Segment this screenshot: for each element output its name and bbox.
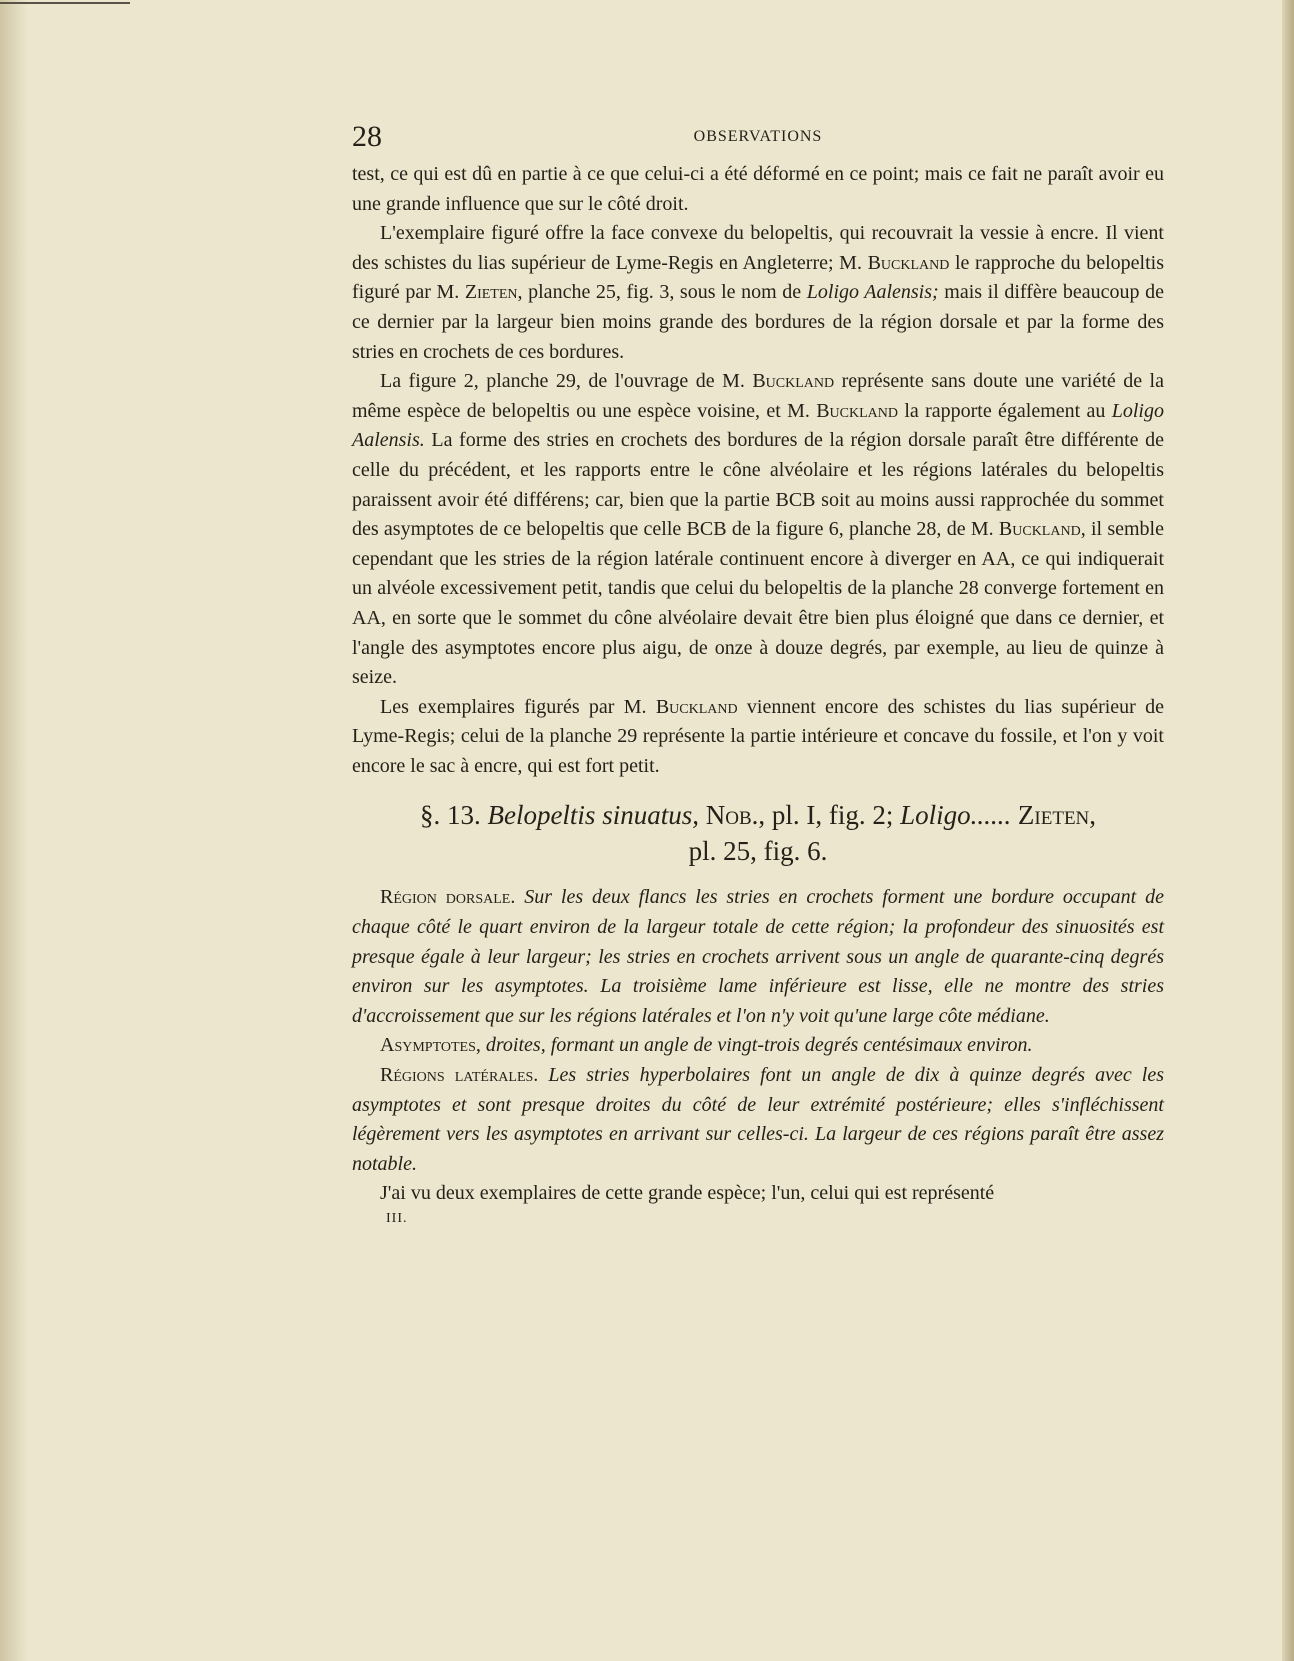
p3-text-b: représente sans doute une variété de la même espèce de belopeltis ou une espèce voisine, et M. bbox=[352, 370, 1164, 422]
paragraph-1-text: test, ce qui est dû en partie à ce que celui-ci a été déformé en ce point; mais ce fait ne paraît avoir eu une grande influence que sur le côté droit. bbox=[352, 163, 1164, 215]
lateral-regions-label: Régions latérales. bbox=[380, 1064, 539, 1087]
text-block bbox=[352, 120, 1164, 1229]
section-heading bbox=[352, 797, 1164, 869]
p3-text-a: La figure 2, planche 29, de l'ouvrage de M. bbox=[380, 370, 753, 393]
p4-text-b: viennent encore des schistes du lias supérieur de Lyme-Regis; celui de la planche 29 représente la partie intérieure et concave du fossile, et l'on y voit encore le sac à encre, qui est fort petit. bbox=[352, 695, 1165, 777]
section-ref-1: , pl. I, fig. 2; bbox=[758, 800, 901, 831]
signature-mark: III. bbox=[386, 1211, 408, 1226]
paragraph-1 bbox=[352, 160, 1164, 219]
section-number: §. 13. bbox=[419, 800, 481, 831]
author-name-buckland: Buckland bbox=[655, 695, 738, 718]
paragraph-2 bbox=[352, 219, 1164, 367]
p2-text-d: mais il diffère beaucoup de ce dernier par la largeur bien moins grande des bordures de la région dorsale et par la forme des stries en crochets de ces bordures. bbox=[352, 281, 1165, 363]
lateral-regions-text: Les stries hyperbolaires font un angle de dix à quinze degrés avec les asymptotes et sont presque droites du côté de leur extrémité postérieure; elles s'infléchissent légèrement vers les asymptotes en arrivant sur celles-ci. La largeur de ces régions paraît être assez notable. bbox=[352, 1064, 1165, 1175]
running-title: OBSERVATIONS bbox=[693, 128, 823, 145]
section-author-zieten: Zieten bbox=[1017, 800, 1090, 831]
section-synonym: Loligo...... bbox=[900, 800, 1012, 831]
page-edge-left bbox=[0, 0, 28, 1661]
p2-text-a: L'exemplaire figuré offre la face convexe du belopeltis, qui recouvrait la vessie à encre. Il vient des schistes du lias supérieur de Lyme-Regis en Angleterre; M. bbox=[352, 222, 1164, 274]
paragraph-3 bbox=[352, 367, 1164, 693]
author-name-buckland: Buckland bbox=[998, 518, 1081, 541]
p3-text-d: La forme des stries en crochets des bordures de la région dorsale paraît être différente de celle du précédent, et les rapports entre le cône alvéolaire et les régions latérales du belopeltis paraissent avoir été différens; car, bien que la partie BCB soit au moins aussi rapprochée du sommet des asymptotes de ce belopeltis que celle BCB de la figure 6, planche 28, de M. bbox=[352, 429, 1164, 541]
asymptotes-text: droites, formant un angle de vingt-trois degrés centésimaux environ. bbox=[485, 1034, 1033, 1057]
author-name-buckland: Buckland bbox=[867, 251, 950, 274]
page-number: 28 bbox=[352, 120, 382, 153]
author-name-buckland: Buckland bbox=[752, 370, 835, 393]
p3-text-e: , il semble cependant que les stries de la région latérale continuent encore à diverger en AA, ce qui indiquerait un alvéole excessivement petit, tandis que celui du belopeltis de la planche 28 converge fortement en AA, en sorte que le sommet du cône alvéolaire devait être bien plus éloigné que dans ce dernier, et l'angle des asymptotes encore plus aigu, de onze à douze degrés, par exemple, au lieu de quinze à seize. bbox=[352, 518, 1164, 689]
last-paragraph bbox=[352, 1179, 1164, 1209]
asymptotes-label: Asymptotes, bbox=[380, 1034, 481, 1057]
dorsal-region-text: Sur les deux flancs les stries en crochets forment une bordure occupant de chaque côté le quart environ de la largeur totale de cette région; la profondeur des sinuosités est presque égale à leur largeur; les stries en crochets arrivent sous un angle de quarante-cinq degrés environ sur les asymptotes. La troisième lame inférieure est lisse, elle ne montre des stries d'accroissement que sur les régions latérales et l'on n'y voit qu'une large côte médiane. bbox=[352, 886, 1164, 1027]
section-species-name: Belopeltis sinuatus, bbox=[487, 800, 699, 831]
author-name-zieten: Zieten bbox=[464, 281, 518, 304]
species-name: Loligo Aalensis. bbox=[352, 399, 1164, 452]
section-heading-line-1: §. 13. Belopeltis sinuatus, Nob., pl. I, fig. 2; Loligo...... Zieten, bbox=[419, 800, 1097, 831]
page-edge-right bbox=[1282, 0, 1294, 1661]
section-ref-2: pl. 25, fig. 6. bbox=[688, 836, 828, 867]
dorsal-region-paragraph bbox=[352, 883, 1164, 1031]
p4-text-a: Les exemplaires figurés par M. bbox=[380, 695, 656, 718]
lateral-regions-paragraph bbox=[352, 1061, 1164, 1179]
author-name-buckland: Buckland bbox=[816, 399, 898, 422]
p2-text-c: , planche 25, fig. 3, sous le nom de bbox=[517, 281, 807, 304]
paragraph-4 bbox=[352, 693, 1164, 782]
species-name: Loligo Aalensis; bbox=[806, 281, 939, 304]
last-paragraph-text: J'ai vu deux exemplaires de cette grande espèce; l'un, celui qui est représenté bbox=[380, 1182, 995, 1205]
section-author: Nob. bbox=[705, 800, 759, 831]
p3-text-c: la rapporte également au bbox=[898, 399, 1112, 422]
p2-text-b: le rapproche du belopeltis figuré par M. bbox=[352, 251, 1165, 304]
top-rule bbox=[0, 2, 130, 4]
dorsal-region-label: Région dorsale. bbox=[380, 886, 516, 909]
running-head bbox=[352, 120, 1164, 154]
asymptotes-paragraph bbox=[352, 1031, 1164, 1061]
